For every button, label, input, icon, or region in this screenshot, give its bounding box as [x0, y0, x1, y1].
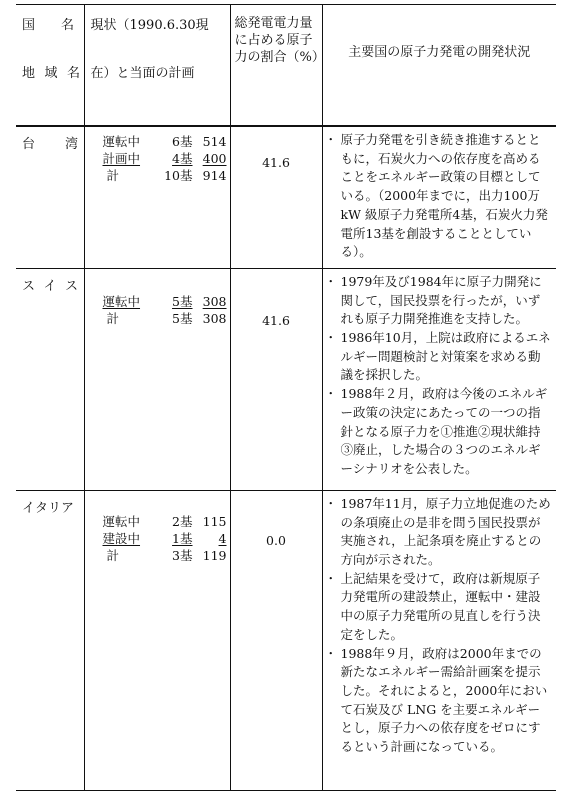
region-char: 台 — [22, 137, 36, 152]
header-region-char: 名 — [66, 66, 80, 81]
status-total-line — [85, 547, 230, 564]
table-row — [16, 268, 556, 490]
status-total-line — [85, 167, 230, 184]
ratio-cell — [230, 490, 322, 790]
header-country-cell — [16, 5, 84, 127]
table-row — [16, 490, 556, 790]
header-notes-cell — [322, 5, 556, 127]
region-char: ス — [64, 278, 78, 294]
status-total-capacity: 119 — [202, 547, 227, 563]
header-ratio-cell — [230, 5, 325, 127]
status-capacity: 4 — [218, 530, 227, 546]
status-total-count: 10基 — [164, 168, 193, 183]
nuclear-development-table — [16, 4, 556, 791]
header-ratio-line1: 総発電電力量 — [234, 16, 313, 31]
note-item: ・ 上記結果を受けて，政府は新規原子力発電所の建設禁止，運転中・建設中の原子力発電所の見直しを行う決定をした。 — [329, 570, 553, 645]
header-status-line1: 現状（1990.6.30現 — [90, 18, 209, 33]
status-total-label: 計 — [106, 547, 120, 563]
status-cell — [84, 126, 230, 268]
note-item: ・ 1988年９月，政府は2000年までの新たなエネルギー需給計画案を提示した。それによると，2000年において石炭及び LNG を主要エネルギーとし，原子力への依存度をゼロにするという計画になっている。 — [329, 645, 553, 757]
status-count: 4基 — [172, 151, 193, 166]
status-line — [85, 150, 230, 167]
note-item: ・ 1986年10月，上院は政府によるエネルギー問題検討と対策案を求める動議を採択した。 — [329, 329, 553, 385]
ratio-cell — [230, 268, 322, 490]
status-capacity: 115 — [202, 513, 227, 529]
region-char: イ — [43, 278, 57, 294]
header-notes-label: 主要国の原子力発電の開発状況 — [348, 45, 531, 60]
header-status-line2: 在）と当面の計画 — [90, 66, 195, 81]
ratio-value: 41.6 — [262, 155, 290, 170]
note-item: ・ 1987年11月，原子力立地促進のための条項廃止の是非を問う国民投票が実施され，上記条項を廃止するとの方向が示された。 — [329, 495, 553, 570]
region-cell — [16, 268, 84, 490]
header-country-char: 国 — [22, 18, 36, 33]
status-count: 1基 — [172, 530, 193, 546]
region-char: 湾 — [64, 137, 78, 152]
notes-cell — [322, 490, 556, 790]
status-line — [85, 530, 230, 547]
header-status-cell — [84, 5, 230, 127]
status-line — [85, 133, 230, 150]
notes-list — [329, 273, 553, 479]
region-char: リ — [48, 500, 62, 516]
ratio-value: 0.0 — [266, 532, 286, 548]
status-total-label: 計 — [106, 168, 120, 183]
status-capacity: 308 — [202, 293, 227, 309]
region-char: タ — [35, 500, 49, 516]
header-region-char: 域 — [44, 66, 58, 81]
region-cell — [16, 490, 84, 790]
notes-list — [329, 495, 553, 757]
status-cell — [84, 268, 230, 490]
notes-cell — [322, 268, 556, 490]
status-count: 6基 — [172, 134, 193, 149]
note-item: ・ 1988年２月，政府は今後のエネルギー政策の決定にあたっての一つの指針となる原子力を①推進②現状維持③廃止，した場合の３つのエネルギーシナリオを公表した。 — [329, 385, 553, 479]
status-count: 2基 — [172, 513, 193, 529]
header-country-char: 名 — [60, 18, 74, 33]
status-total-count: 3基 — [172, 547, 193, 563]
status-total-count: 5基 — [172, 310, 193, 326]
note-item: ・ 原子力発電を引き続き推進するとともに，石炭火力への依存度を高めることをエネルギー政策の目標としている。（2000年までに，出力100万kW 級原子力発電所4基，石炭火力発電所13基を創設することとしている）。 — [329, 131, 553, 262]
status-total-capacity: 914 — [202, 168, 227, 183]
status-capacity: 400 — [202, 151, 227, 166]
status-label: 運転中 — [102, 293, 141, 309]
status-count: 5基 — [172, 293, 193, 309]
status-capacity: 514 — [202, 134, 227, 149]
region-cell — [16, 126, 84, 268]
region-char: イ — [22, 500, 36, 516]
status-line — [85, 513, 230, 530]
status-cell — [84, 490, 230, 790]
status-label: 建設中 — [102, 530, 141, 546]
status-label: 運転中 — [102, 513, 141, 529]
notes-cell — [322, 126, 556, 268]
table-row — [16, 126, 556, 268]
status-label: 計画中 — [102, 151, 141, 166]
ratio-value: 41.6 — [262, 312, 290, 328]
region-char: ア — [61, 500, 75, 516]
ratio-cell — [230, 126, 322, 268]
table-header-row — [16, 5, 556, 127]
region-char: ス — [22, 278, 36, 294]
header-ratio-line2: に占める原子 — [234, 33, 313, 48]
note-item: ・ 1979年及び1984年に原子力開発に関して，国民投票を行ったが，いずれも原子力開発推進を支持した。 — [329, 273, 553, 329]
header-ratio-line3: 力の割合（%） — [234, 50, 325, 65]
status-line — [85, 293, 230, 310]
status-total-line — [85, 310, 230, 327]
notes-list — [329, 131, 553, 262]
header-region-char: 地 — [22, 66, 36, 81]
status-total-label: 計 — [106, 310, 120, 326]
status-total-capacity: 308 — [202, 310, 227, 326]
status-label: 運転中 — [102, 134, 141, 149]
